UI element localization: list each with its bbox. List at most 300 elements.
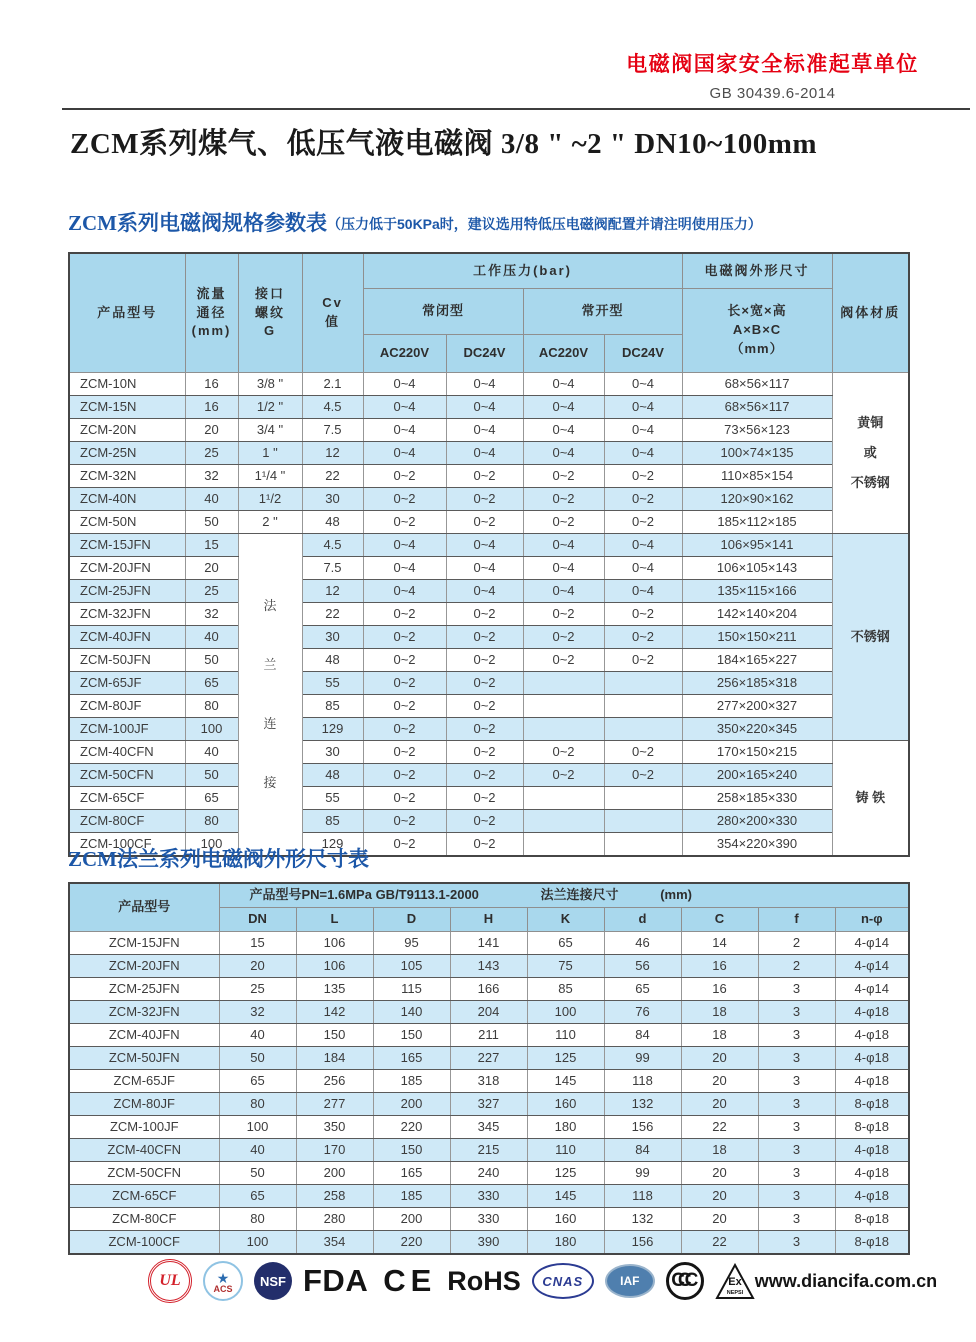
cell-model: ZCM-65JF	[69, 1070, 219, 1093]
cell-no-ac220v	[523, 695, 604, 718]
cell-no-ac220v	[523, 833, 604, 857]
cell-no-ac220v: 0~2	[523, 465, 604, 488]
cell-h: 141	[450, 932, 527, 955]
cell-no-ac220v	[523, 787, 604, 810]
cell-k: 85	[527, 978, 604, 1001]
cell-f: 2	[758, 932, 835, 955]
cell-no-ac220v	[523, 810, 604, 833]
cell-nc-ac220v: 0~4	[363, 557, 446, 580]
cell-model: ZCM-80CF	[69, 810, 185, 833]
cell-c: 18	[681, 1024, 758, 1047]
cell-model: ZCM-40CFN	[69, 1139, 219, 1162]
cell-no-dc24v: 0~2	[604, 511, 682, 534]
cell-h: 143	[450, 955, 527, 978]
cell-k: 110	[527, 1139, 604, 1162]
cell-c: 22	[681, 1231, 758, 1255]
cell-cv: 30	[302, 626, 363, 649]
cell-nc-ac220v: 0~2	[363, 672, 446, 695]
cell-dn: 40	[219, 1139, 296, 1162]
cell-cv: 85	[302, 695, 363, 718]
cell-flow-diameter: 100	[185, 833, 238, 857]
cell-dimensions: 280×200×330	[682, 810, 832, 833]
cell-model: ZCM-32JFN	[69, 603, 185, 626]
cell-nc-ac220v: 0~2	[363, 603, 446, 626]
cell-h: 240	[450, 1162, 527, 1185]
cell-cv: 22	[302, 465, 363, 488]
cell-f: 3	[758, 1070, 835, 1093]
col-header-f: f	[758, 908, 835, 932]
table-row	[69, 1070, 909, 1093]
table-row	[69, 1047, 909, 1070]
cell-l: 142	[296, 1001, 373, 1024]
cell-nc-dc24v: 0~2	[446, 787, 523, 810]
cell-h: 215	[450, 1139, 527, 1162]
cell-thread: 3/8 "	[238, 373, 302, 396]
cell-dimensions: 258×185×330	[682, 787, 832, 810]
cell-flow-diameter: 40	[185, 741, 238, 764]
cell-model: ZCM-32JFN	[69, 1001, 219, 1024]
cell-nc-dc24v: 0~4	[446, 557, 523, 580]
cell-thread: 1¹/4 "	[238, 465, 302, 488]
cell-n-phi: 4-φ18	[835, 1139, 909, 1162]
cell-d: 150	[373, 1024, 450, 1047]
table-row	[69, 1231, 909, 1255]
col-header-h: H	[450, 908, 527, 932]
col-header-normally-closed: 常闭型	[363, 289, 523, 335]
cell-dimensions: 68×56×117	[682, 396, 832, 419]
cell-d: 140	[373, 1001, 450, 1024]
table-row	[69, 955, 909, 978]
cell-model: ZCM-100CF	[69, 1231, 219, 1255]
cell-dimensions: 354×220×390	[682, 833, 832, 857]
cell-h: 330	[450, 1185, 527, 1208]
table-row	[69, 672, 909, 695]
cell-l: 280	[296, 1208, 373, 1231]
header-tagline-block	[600, 48, 945, 102]
cell-cv: 4.5	[302, 534, 363, 557]
cell-dimensions: 135×115×166	[682, 580, 832, 603]
cell-no-dc24v: 0~4	[604, 396, 682, 419]
cell-no-dc24v: 0~4	[604, 442, 682, 465]
cell-model: ZCM-50JFN	[69, 1047, 219, 1070]
cell-no-ac220v: 0~2	[523, 511, 604, 534]
cell-l: 258	[296, 1185, 373, 1208]
cell-model: ZCM-50CFN	[69, 1162, 219, 1185]
cell-nc-dc24v: 0~2	[446, 718, 523, 741]
cell-thread: 1¹/2	[238, 488, 302, 511]
table-row	[69, 1162, 909, 1185]
cell-k: 180	[527, 1231, 604, 1255]
cell-f: 2	[758, 955, 835, 978]
cell-no-dc24v: 0~2	[604, 465, 682, 488]
cell-nc-ac220v: 0~2	[363, 465, 446, 488]
col-header-flow: 流量 通径 (mm)	[185, 253, 238, 373]
cell-nc-dc24v: 0~4	[446, 534, 523, 557]
cell-no-ac220v: 0~4	[523, 396, 604, 419]
cell-f: 3	[758, 1116, 835, 1139]
table-row	[69, 764, 909, 787]
table-row	[69, 932, 909, 955]
cell-nc-ac220v: 0~2	[363, 741, 446, 764]
dim-table-body	[69, 932, 909, 1255]
cell-nc-ac220v: 0~4	[363, 373, 446, 396]
cell-d-bolt: 156	[604, 1231, 681, 1255]
table-row	[69, 741, 909, 764]
table-row	[69, 419, 909, 442]
cell-dimensions: 106×105×143	[682, 557, 832, 580]
cell-no-ac220v	[523, 672, 604, 695]
dim-table-heading	[68, 843, 369, 873]
table-row	[69, 442, 909, 465]
cell-l: 350	[296, 1116, 373, 1139]
cell-d: 200	[373, 1208, 450, 1231]
cell-model: ZCM-50N	[69, 511, 185, 534]
cell-f: 3	[758, 1001, 835, 1024]
cell-flow-diameter: 50	[185, 511, 238, 534]
cell-dimensions: 142×140×204	[682, 603, 832, 626]
cell-n-phi: 4-φ14	[835, 955, 909, 978]
cell-h: 390	[450, 1231, 527, 1255]
cell-cv: 55	[302, 672, 363, 695]
cell-c: 20	[681, 1070, 758, 1093]
ul-cert-icon	[148, 1259, 192, 1303]
cell-c: 20	[681, 1093, 758, 1116]
dim-table-heading-text: ZCM法兰系列电磁阀外形尺寸表	[68, 847, 369, 871]
cell-f: 3	[758, 1208, 835, 1231]
cell-l: 106	[296, 955, 373, 978]
col-header-product: 产品型号	[69, 253, 185, 373]
ex-label: Ex	[728, 1275, 742, 1288]
cell-cv: 7.5	[302, 419, 363, 442]
cell-flow-diameter: 16	[185, 373, 238, 396]
cell-no-dc24v: 0~2	[604, 649, 682, 672]
cell-f: 3	[758, 1093, 835, 1116]
cell-flow-diameter: 16	[185, 396, 238, 419]
cell-l: 277	[296, 1093, 373, 1116]
table-row	[69, 534, 909, 557]
ce-label: CE	[383, 1263, 437, 1298]
cell-dimensions: 120×90×162	[682, 488, 832, 511]
col-header-product-2: 产品型号	[69, 883, 219, 932]
cell-flange-connection: 法 兰 连 接	[238, 534, 302, 857]
col-header-d: D	[373, 908, 450, 932]
flange-span-title: 法兰连接尺寸	[540, 887, 619, 903]
cell-material: 黄铜 或 不锈钢	[832, 373, 909, 534]
cell-d: 200	[373, 1093, 450, 1116]
cell-flow-diameter: 40	[185, 626, 238, 649]
cell-c: 14	[681, 932, 758, 955]
cell-l: 354	[296, 1231, 373, 1255]
cell-flow-diameter: 20	[185, 557, 238, 580]
cell-k: 145	[527, 1185, 604, 1208]
cell-nc-dc24v: 0~2	[446, 810, 523, 833]
cell-d-bolt: 132	[604, 1093, 681, 1116]
cell-cv: 12	[302, 442, 363, 465]
cell-model: ZCM-40JFN	[69, 626, 185, 649]
table-row	[69, 603, 909, 626]
cell-model: ZCM-65CF	[69, 787, 185, 810]
cell-l: 200	[296, 1162, 373, 1185]
col-header-flange-span	[219, 883, 909, 908]
cell-dn: 50	[219, 1047, 296, 1070]
star-icon: ★	[216, 1269, 230, 1286]
cell-model: ZCM-20JFN	[69, 955, 219, 978]
cell-dimensions: 110×85×154	[682, 465, 832, 488]
cell-l: 170	[296, 1139, 373, 1162]
cell-dn: 80	[219, 1208, 296, 1231]
cell-model: ZCM-80JF	[69, 1093, 219, 1116]
cell-material: 铸 铁	[832, 741, 909, 857]
cell-model: ZCM-20N	[69, 419, 185, 442]
cell-dn: 80	[219, 1093, 296, 1116]
cell-flow-diameter: 32	[185, 465, 238, 488]
cell-nc-dc24v: 0~4	[446, 396, 523, 419]
certification-tagline: 电磁阀国家安全标准起草单位	[626, 53, 919, 76]
cell-f: 3	[758, 1162, 835, 1185]
col-header-dimensions: 电磁阀外形尺寸	[682, 253, 832, 289]
cell-dn: 15	[219, 932, 296, 955]
cell-no-ac220v: 0~2	[523, 488, 604, 511]
cell-dimensions: 150×150×211	[682, 626, 832, 649]
cell-dn: 25	[219, 978, 296, 1001]
cell-n-phi: 4-φ14	[835, 932, 909, 955]
table-row	[69, 695, 909, 718]
rohs-cert-icon	[447, 1266, 521, 1297]
cell-c: 20	[681, 1162, 758, 1185]
cell-no-ac220v: 0~4	[523, 373, 604, 396]
cell-dn: 50	[219, 1162, 296, 1185]
col-header-working-pressure: 工作压力(bar)	[363, 253, 682, 289]
cell-h: 327	[450, 1093, 527, 1116]
table-row	[69, 1116, 909, 1139]
col-header-k: K	[527, 908, 604, 932]
cell-c: 16	[681, 955, 758, 978]
cell-nc-dc24v: 0~4	[446, 580, 523, 603]
cell-f: 3	[758, 1047, 835, 1070]
cell-d: 220	[373, 1116, 450, 1139]
cell-h: 318	[450, 1070, 527, 1093]
cell-d-bolt: 84	[604, 1139, 681, 1162]
cell-cv: 129	[302, 718, 363, 741]
cell-nc-ac220v: 0~2	[363, 695, 446, 718]
cell-model: ZCM-25N	[69, 442, 185, 465]
cell-l: 150	[296, 1024, 373, 1047]
cell-nc-dc24v: 0~2	[446, 833, 523, 857]
cell-f: 3	[758, 1139, 835, 1162]
table-row	[69, 718, 909, 741]
cell-n-phi: 8-φ18	[835, 1116, 909, 1139]
cell-d-bolt: 99	[604, 1047, 681, 1070]
col-header-thread: 接口 螺纹 G	[238, 253, 302, 373]
cell-nc-ac220v: 0~4	[363, 534, 446, 557]
cell-nc-dc24v: 0~2	[446, 465, 523, 488]
table-row	[69, 396, 909, 419]
cell-flow-diameter: 80	[185, 810, 238, 833]
cell-c: 18	[681, 1001, 758, 1024]
spec-table-body	[69, 373, 909, 857]
cell-dimensions: 277×200×327	[682, 695, 832, 718]
cell-model: ZCM-40CFN	[69, 741, 185, 764]
flange-span-standard: 产品型号PN=1.6MPa GB/T9113.1-2000	[249, 887, 479, 903]
cell-k: 125	[527, 1162, 604, 1185]
cell-no-dc24v: 0~4	[604, 373, 682, 396]
cell-cv: 2.1	[302, 373, 363, 396]
cell-dimensions: 73×56×123	[682, 419, 832, 442]
cell-nc-dc24v: 0~2	[446, 626, 523, 649]
table-row	[69, 373, 909, 396]
cell-n-phi: 4-φ18	[835, 1001, 909, 1024]
cell-no-dc24v	[604, 833, 682, 857]
cell-d-bolt: 46	[604, 932, 681, 955]
table-row	[69, 1001, 909, 1024]
cell-no-dc24v: 0~4	[604, 557, 682, 580]
cell-flow-diameter: 20	[185, 419, 238, 442]
cell-f: 3	[758, 1231, 835, 1255]
cell-flow-diameter: 25	[185, 580, 238, 603]
cell-h: 227	[450, 1047, 527, 1070]
cell-cv: 48	[302, 511, 363, 534]
website-url: www.diancifa.com.cn	[754, 1270, 938, 1291]
cell-nc-dc24v: 0~2	[446, 741, 523, 764]
table-row	[69, 1208, 909, 1231]
table-row	[69, 580, 909, 603]
cell-nc-ac220v: 0~2	[363, 511, 446, 534]
cell-nc-dc24v: 0~2	[446, 603, 523, 626]
cell-cv: 22	[302, 603, 363, 626]
cell-k: 145	[527, 1070, 604, 1093]
cell-d-bolt: 118	[604, 1185, 681, 1208]
cell-h: 345	[450, 1116, 527, 1139]
cell-nc-dc24v: 0~4	[446, 373, 523, 396]
cell-model: ZCM-65JF	[69, 672, 185, 695]
cell-cv: 30	[302, 488, 363, 511]
cell-cv: 12	[302, 580, 363, 603]
cell-d-bolt: 65	[604, 978, 681, 1001]
certification-logos	[148, 1259, 755, 1303]
cell-d: 165	[373, 1162, 450, 1185]
table-row	[69, 1185, 909, 1208]
cell-h: 211	[450, 1024, 527, 1047]
cell-model: ZCM-40JFN	[69, 1024, 219, 1047]
cell-h: 330	[450, 1208, 527, 1231]
cell-model: ZCM-32N	[69, 465, 185, 488]
cell-nc-dc24v: 0~4	[446, 419, 523, 442]
spec-table-heading-text: ZCM系列电磁阀规格参数表	[68, 211, 327, 235]
cell-nc-ac220v: 0~2	[363, 649, 446, 672]
cell-nc-ac220v: 0~4	[363, 396, 446, 419]
cell-c: 20	[681, 1208, 758, 1231]
cell-l: 106	[296, 932, 373, 955]
cell-flow-diameter: 40	[185, 488, 238, 511]
cell-dn: 100	[219, 1116, 296, 1139]
cell-k: 160	[527, 1208, 604, 1231]
page-footer	[148, 1258, 940, 1304]
cell-flow-diameter: 65	[185, 672, 238, 695]
cell-k: 75	[527, 955, 604, 978]
cell-dn: 65	[219, 1185, 296, 1208]
cell-d: 220	[373, 1231, 450, 1255]
cell-no-ac220v: 0~2	[523, 626, 604, 649]
cell-l: 184	[296, 1047, 373, 1070]
cell-nc-ac220v: 0~2	[363, 488, 446, 511]
cell-cv: 129	[302, 833, 363, 857]
cell-material: 不锈钢	[832, 534, 909, 741]
table-row	[69, 649, 909, 672]
cell-k: 110	[527, 1024, 604, 1047]
cell-nc-ac220v: 0~4	[363, 442, 446, 465]
col-header-l: L	[296, 908, 373, 932]
nsf-cert-icon	[254, 1262, 292, 1300]
cell-n-phi: 4-φ18	[835, 1162, 909, 1185]
cell-model: ZCM-15N	[69, 396, 185, 419]
cell-cv: 55	[302, 787, 363, 810]
col-header-nc-dc24v: DC24V	[446, 335, 523, 373]
cell-no-dc24v: 0~4	[604, 534, 682, 557]
cell-dn: 32	[219, 1001, 296, 1024]
cell-k: 65	[527, 932, 604, 955]
table-row	[69, 1139, 909, 1162]
cell-no-dc24v: 0~4	[604, 419, 682, 442]
table-row	[69, 557, 909, 580]
cell-nc-ac220v: 0~2	[363, 810, 446, 833]
cell-d: 185	[373, 1185, 450, 1208]
cell-nc-dc24v: 0~2	[446, 649, 523, 672]
cell-c: 20	[681, 1185, 758, 1208]
cell-d-bolt: 132	[604, 1208, 681, 1231]
cell-h: 204	[450, 1001, 527, 1024]
table-row	[69, 1024, 909, 1047]
col-header-d: d	[604, 908, 681, 932]
cell-flow-diameter: 32	[185, 603, 238, 626]
col-header-no-dc24v: DC24V	[604, 335, 682, 373]
iaf-label: IAF	[620, 1274, 640, 1288]
cell-d-bolt: 118	[604, 1070, 681, 1093]
col-header-nc-ac220v: AC220V	[363, 335, 446, 373]
iaf-cert-icon	[605, 1264, 655, 1298]
cell-k: 100	[527, 1001, 604, 1024]
cell-d-bolt: 84	[604, 1024, 681, 1047]
cell-cv: 48	[302, 649, 363, 672]
cell-no-dc24v	[604, 695, 682, 718]
cell-nc-ac220v: 0~2	[363, 833, 446, 857]
cell-n-phi: 8-φ18	[835, 1231, 909, 1255]
cell-d: 185	[373, 1070, 450, 1093]
cell-dimensions: 100×74×135	[682, 442, 832, 465]
cell-no-dc24v	[604, 718, 682, 741]
nepsi-label: NEPSI	[726, 1289, 744, 1296]
cell-nc-dc24v: 0~2	[446, 672, 523, 695]
table-row	[69, 787, 909, 810]
cell-thread: 3/4 "	[238, 419, 302, 442]
cell-dimensions: 200×165×240	[682, 764, 832, 787]
cell-dimensions: 256×185×318	[682, 672, 832, 695]
cell-no-dc24v: 0~4	[604, 580, 682, 603]
cell-cv: 48	[302, 764, 363, 787]
cell-no-ac220v: 0~4	[523, 442, 604, 465]
cell-flow-diameter: 100	[185, 718, 238, 741]
ce-mark-icon	[383, 1263, 436, 1299]
cell-nc-ac220v: 0~2	[363, 787, 446, 810]
cell-model: ZCM-25JFN	[69, 580, 185, 603]
spec-table-heading	[68, 207, 762, 237]
cell-l: 135	[296, 978, 373, 1001]
cell-n-phi: 8-φ18	[835, 1093, 909, 1116]
spec-table	[68, 252, 910, 857]
cell-thread: 2 "	[238, 511, 302, 534]
cell-nc-ac220v: 0~2	[363, 764, 446, 787]
cell-no-dc24v: 0~2	[604, 603, 682, 626]
cell-dimensions: 350×220×345	[682, 718, 832, 741]
